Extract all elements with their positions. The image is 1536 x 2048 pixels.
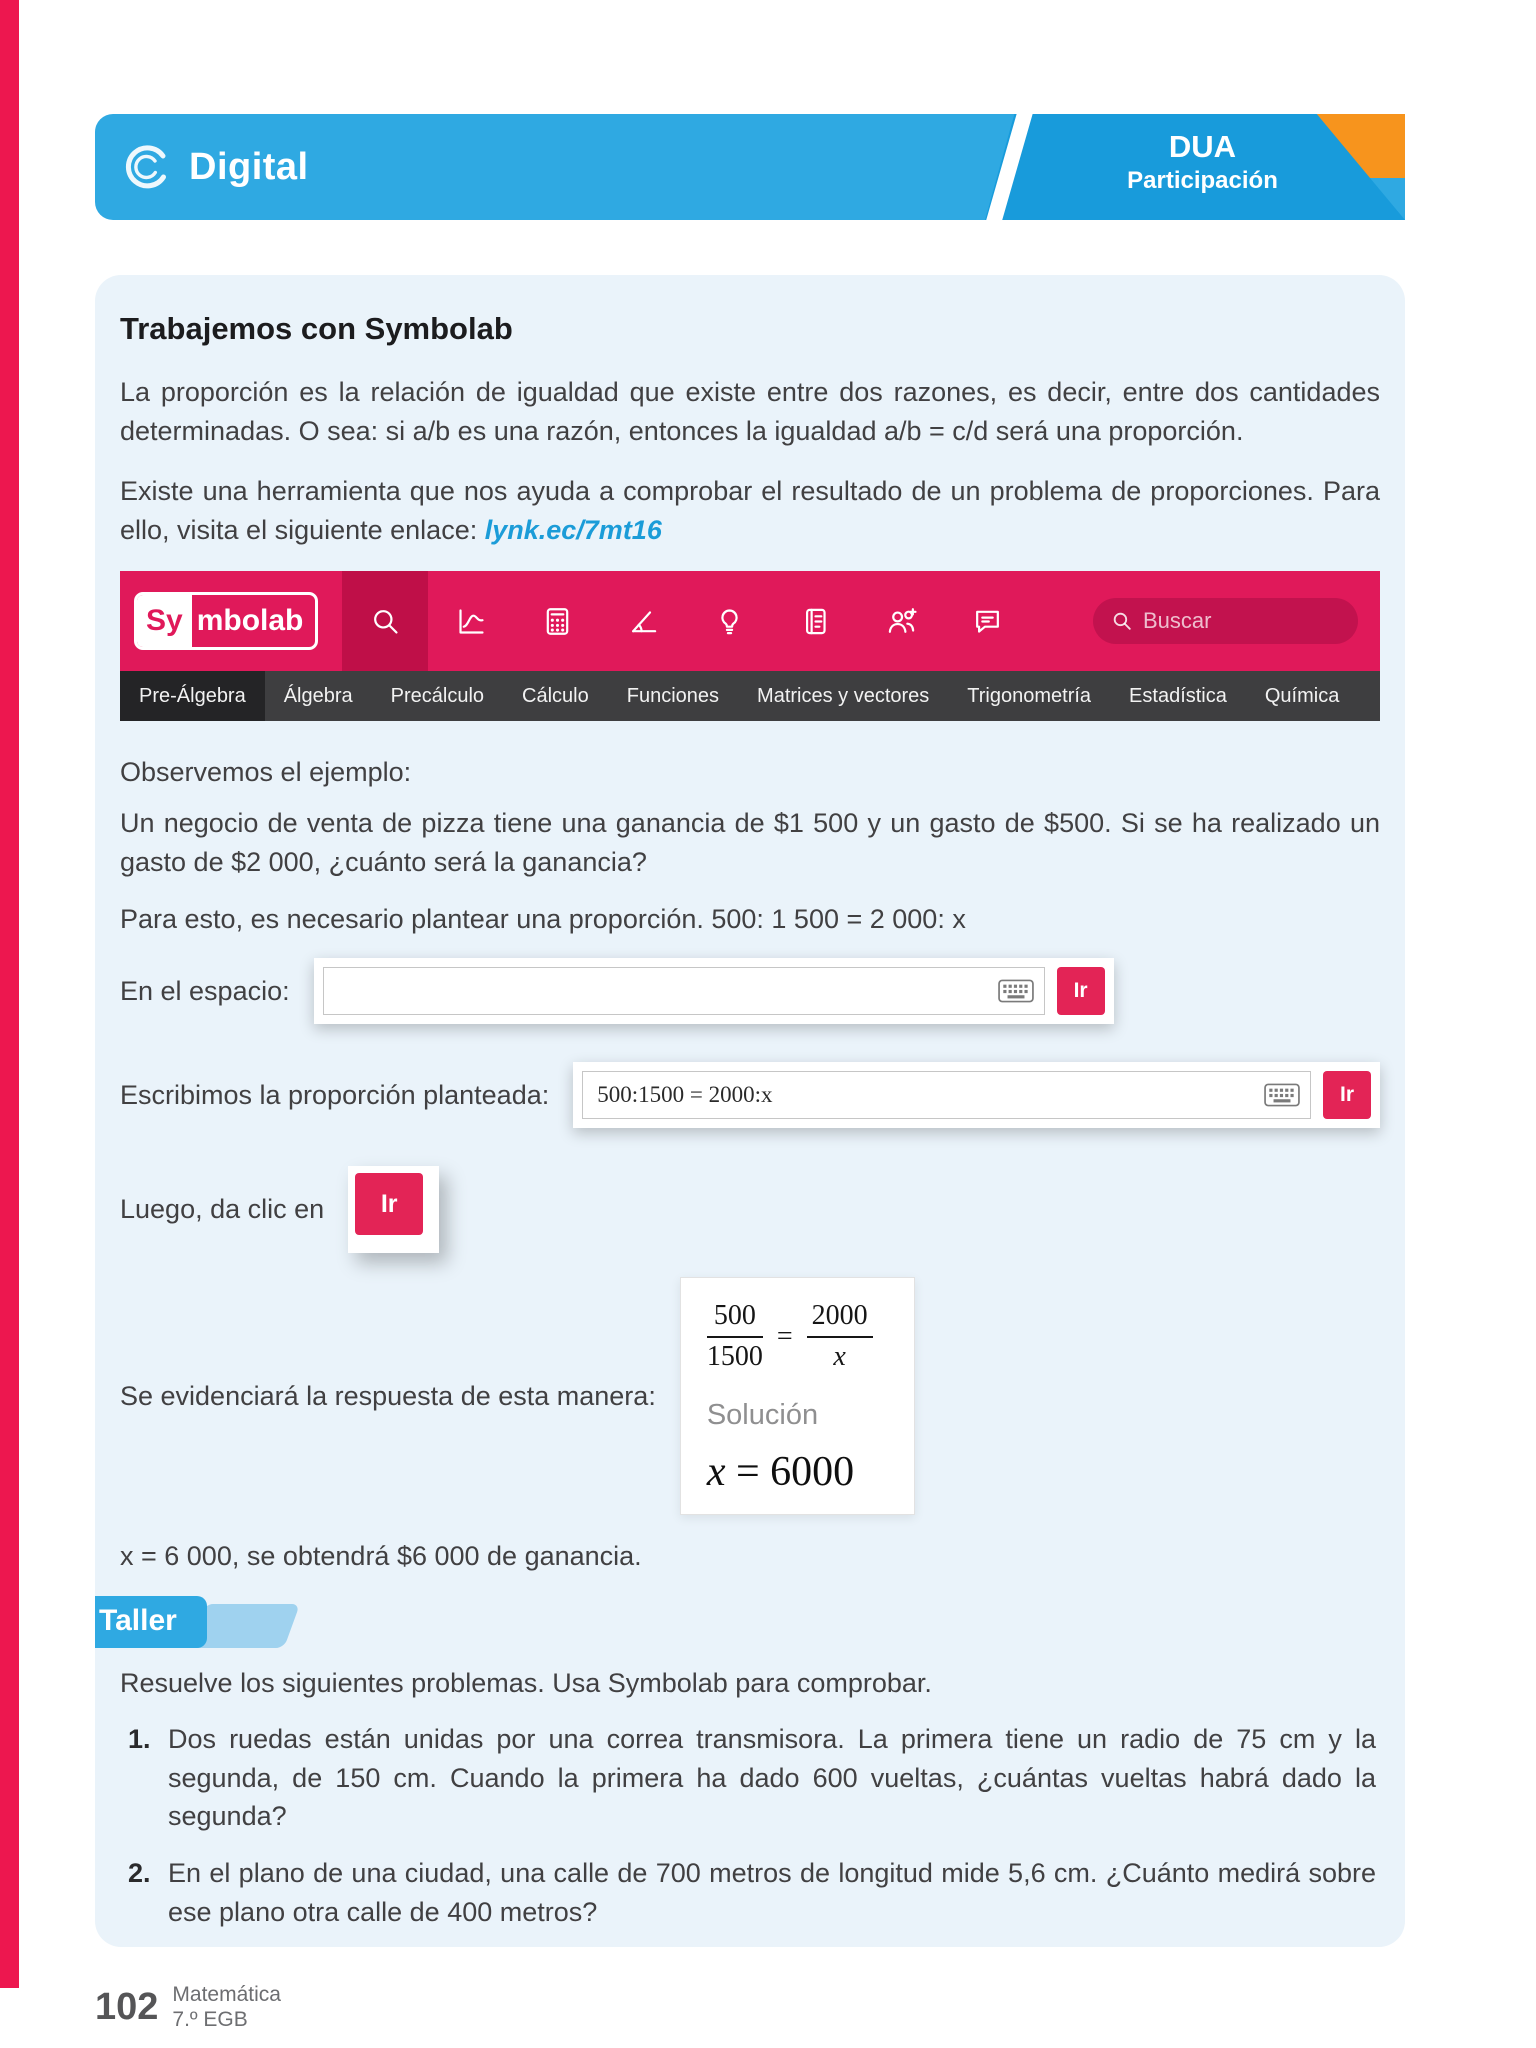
intro-paragraph-2 xyxy=(120,472,1380,549)
symbolab-notebook-tool[interactable] xyxy=(772,571,858,671)
taller-intro: Resuelve los siguientes problemas. Usa Symbolab para comprobar. xyxy=(120,1667,932,1698)
nav-quimica[interactable]: Química xyxy=(1264,684,1340,707)
nav-algebra[interactable]: Álgebra xyxy=(283,684,353,707)
lightbulb-icon xyxy=(714,606,745,637)
symbolab-result-panel xyxy=(680,1277,915,1515)
expression-input-filled[interactable] xyxy=(582,1071,1311,1119)
expression-input[interactable] xyxy=(323,967,1045,1015)
problem-text: Dos ruedas están unidas por una correa transmisora. La primera tiene un radio de 75 cm y la segunda, de 150 cm. Cuando la primera ha dado 600 vueltas, ¿cuántas vueltas habrá dado la segunda? xyxy=(168,1724,1376,1832)
taller-badge-label: Taller xyxy=(95,1596,207,1648)
step-1-row xyxy=(120,958,1380,1024)
symbolab-link[interactable]: lynk.ec/7mt16 xyxy=(484,514,662,545)
taller-badge xyxy=(95,1596,207,1648)
banner-title: Digital xyxy=(189,145,309,188)
page-edge-stripe xyxy=(0,0,19,1988)
digital-c-logo-icon xyxy=(121,140,175,194)
angle-icon xyxy=(628,606,659,637)
search-placeholder: Buscar xyxy=(1143,608,1212,634)
banner-right-decoration xyxy=(985,114,1405,220)
search-icon xyxy=(370,606,401,637)
footer-grade: 7.º EGB xyxy=(172,2008,248,2032)
nav-pre-algebra[interactable]: Pre-Álgebra xyxy=(120,671,265,721)
solution-value: x = 6000 xyxy=(706,1449,855,1496)
go-button-screenshot xyxy=(348,1166,439,1253)
step-4-label: Se evidenciará la respuesta de esta manera: xyxy=(120,1380,656,1411)
symbolab-feedback-tool[interactable] xyxy=(944,571,1030,671)
nav-precalculo[interactable]: Precálculo xyxy=(390,684,485,707)
symbolab-groups-tool[interactable] xyxy=(858,571,944,671)
symbolab-practice-tool[interactable] xyxy=(686,571,772,671)
chat-bubble-icon xyxy=(972,606,1003,637)
step-2-row xyxy=(120,1062,1380,1128)
example-heading: Observemos el ejemplo: xyxy=(120,757,412,788)
symbolab-nav-bar xyxy=(120,671,1380,721)
people-icon xyxy=(886,606,917,637)
step-4-row xyxy=(120,1277,1380,1515)
proportion-equation xyxy=(707,1298,888,1375)
dua-title: DUA xyxy=(1168,129,1237,164)
step-2-label: Escribimos la proporción planteada: xyxy=(120,1079,550,1110)
symbolab-search-tool[interactable] xyxy=(342,571,428,671)
proportion-line: Para esto, es necesario plantear una proporción. 500: 1 500 = 2 000: x xyxy=(120,903,966,934)
keyboard-icon[interactable] xyxy=(998,979,1034,1003)
example-text: Un negocio de venta de pizza tiene una ganancia de $1 500 y un gasto de $500. Si se ha realizado un gasto de $2 000, ¿cuánto será la ganancia? xyxy=(120,808,1380,878)
step-3-label: Luego, da clic en xyxy=(120,1194,325,1225)
solution-label: Solución xyxy=(706,1399,819,1432)
nav-matrices-vectores[interactable]: Matrices y vectores xyxy=(757,684,930,707)
dua-subtitle: Participación xyxy=(1127,167,1278,194)
symbolab-calculator-tool[interactable] xyxy=(514,571,600,671)
fraction-right: $\frac{2000}{x}$ xyxy=(807,1298,873,1375)
nav-funciones[interactable]: Funciones xyxy=(626,684,720,707)
nav-trigonometria[interactable]: Trigonometría xyxy=(967,684,1092,707)
go-button[interactable]: Ir xyxy=(1323,1071,1371,1119)
notebook-icon xyxy=(800,606,831,637)
nav-calculo[interactable]: Cálculo xyxy=(522,684,589,707)
section-title: Trabajemos con Symbolab xyxy=(120,311,513,346)
symbolab-screenshot xyxy=(120,571,1380,721)
search-icon xyxy=(1111,610,1133,632)
intro-paragraph-2-text: Existe una herramienta que nos ayuda a comprobar el resultado de un problema de proporciones. Para ello, visita el siguiente enlace: xyxy=(120,476,1380,545)
go-button[interactable]: Ir xyxy=(355,1173,423,1235)
keyboard-icon[interactable] xyxy=(1264,1083,1300,1107)
digital-section-banner xyxy=(95,114,1405,220)
intro-paragraph-1: La proporción es la relación de igualdad que existe entre dos razones, es decir, entre dos cantidades determinadas. O sea: si a/b es una razón, entonces la igualdad a/b = c/d será una proporción. xyxy=(120,377,1380,446)
page-number: 102 xyxy=(95,1985,159,2028)
input-screenshot-empty xyxy=(314,958,1114,1024)
problem-number: 2. xyxy=(128,1858,151,1889)
symbolab-header-bar xyxy=(120,571,1380,671)
equals-sign: = xyxy=(776,1320,793,1352)
symbolab-graphing-tool[interactable] xyxy=(428,571,514,671)
problem-item-1 xyxy=(120,1720,1380,1836)
symbolab-logo-rest: mbolab xyxy=(196,604,304,638)
expression-input-value: 500:1500 = 2000:x xyxy=(597,1082,773,1108)
symbolab-geometry-tool[interactable] xyxy=(600,571,686,671)
step-1-label: En el espacio: xyxy=(120,975,290,1006)
symbolab-toolbar xyxy=(342,571,1030,671)
step-3-row xyxy=(120,1166,1380,1253)
fraction-left: $\frac{500}{1500}$ xyxy=(706,1300,763,1372)
graph-icon xyxy=(456,606,487,637)
symbolab-logo[interactable] xyxy=(134,592,318,650)
symbolab-search-bar[interactable] xyxy=(1093,598,1358,644)
problem-text: En el plano de una ciudad, una calle de 700 metros de longitud mide 5,6 cm. ¿Cuánto medirá sobre ese plano otra calle de 400 metros? xyxy=(168,1858,1376,1927)
content-card xyxy=(95,275,1405,1947)
calculator-icon xyxy=(542,606,573,637)
conclusion-text: x = 6 000, se obtendrá $6 000 de ganancia. xyxy=(120,1541,642,1572)
dua-label xyxy=(1095,129,1310,195)
problem-item-2 xyxy=(120,1854,1380,1931)
footer-meta xyxy=(172,1982,281,2032)
page-footer xyxy=(95,1982,281,2032)
footer-subject: Matemática xyxy=(172,1983,281,2006)
input-screenshot-filled xyxy=(573,1062,1380,1128)
symbolab-logo-sy: Sy xyxy=(137,595,192,647)
go-button[interactable]: Ir xyxy=(1057,967,1105,1015)
problem-number: 1. xyxy=(128,1724,151,1755)
nav-estadistica[interactable]: Estadística xyxy=(1129,684,1227,707)
